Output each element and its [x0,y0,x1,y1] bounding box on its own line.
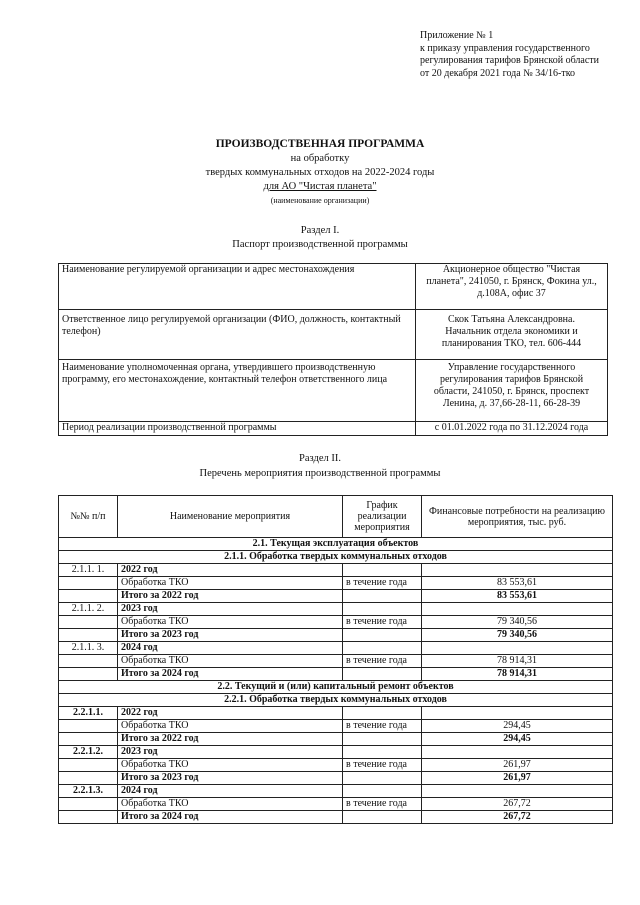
value-line: д.108А, офис 37 [477,288,546,299]
table-row [59,642,613,655]
total-label: Итого за 2024 год [118,668,343,681]
table-row [59,264,608,310]
group-subtitle: 2.1.1. Обработка твердых коммунальных отходов [59,551,613,564]
page-subtitle: на обработку [290,153,350,164]
value-line: Ленина, д. 37,66-28-11, 66-28-39 [442,398,581,409]
table-row [59,564,613,577]
amount: 78 914,31 [422,655,613,668]
schedule: в течение года [343,655,422,668]
amount: 83 553,61 [422,577,613,590]
passport-label: Период реализации производственной программы [59,422,416,436]
value-line: планирования ТКО, тел. 606-444 [441,338,582,349]
amount: 261,97 [422,759,613,772]
activity-name: Обработка ТКО [118,577,343,590]
page-subtitle: твердых коммунальных отходов на 2022-2024 годы [205,167,435,178]
passport-label: Ответственное лицо регулируемой организации (ФИО, должность, контактный телефон) [59,310,416,360]
appendix-line: от 20 декабря 2021 года № 34/16-тко [420,67,576,79]
activity-name: Обработка ТКО [118,759,343,772]
table-row [59,668,613,681]
total-amount: 79 340,56 [422,629,613,642]
organization-name: для АО "Чистая планета" [263,181,377,192]
passport-value [416,310,608,360]
table-row [59,798,613,811]
activity-name: Обработка ТКО [118,720,343,733]
table-row [59,422,608,436]
schedule: в течение года [343,798,422,811]
activity-name: Обработка ТКО [118,798,343,811]
row-number: 2.1.1. 1. [59,564,118,577]
table-row [59,310,608,360]
passport-value: с 01.01.2022 года по 31.12.2024 года [416,422,608,436]
section2-title: Раздел II. [299,453,341,464]
total-amount: 294,45 [422,733,613,746]
table-header-row [59,496,613,538]
table-row [59,811,613,824]
schedule: в течение года [343,577,422,590]
table-row [59,616,613,629]
total-amount: 261,97 [422,772,613,785]
appendix-line: Приложение № 1 [420,30,494,41]
group-title: 2.1. Текущая эксплуатация объектов [59,538,613,551]
group-row [59,551,613,564]
row-number: 2.2.1.2. [59,746,118,759]
value-line: области, 241050, г. Брянск, проспект [433,386,590,397]
value-line: Начальник отдела экономики и [445,326,578,337]
value-line: Скок Татьяна Александровна. [448,314,575,325]
table-row [59,772,613,785]
table-row [59,655,613,668]
appendix-block [420,30,599,80]
table-row [59,707,613,720]
activity-name: Обработка ТКО [118,655,343,668]
table-row [59,746,613,759]
row-number: 2.1.1. 3. [59,642,118,655]
table-row [59,577,613,590]
organization-caption: (наименование организации) [270,196,370,205]
group-title: 2.2. Текущий и (или) капитальный ремонт объектов [59,681,613,694]
row-number: 2.2.1.1. [59,707,118,720]
total-amount: 267,72 [422,811,613,824]
table-row [59,720,613,733]
row-number: 2.1.1. 2. [59,603,118,616]
table-row [59,733,613,746]
schedule: в течение года [343,720,422,733]
value-line: регулирования тарифов Брянской [439,374,584,385]
passport-value [416,360,608,422]
amount: 267,72 [422,798,613,811]
table-row [59,785,613,798]
column-header: Наименование мероприятия [118,496,343,538]
year-label: 2023 год [118,603,343,616]
value-line: Акционерное общество "Чистая [442,264,581,275]
passport-table [58,263,608,436]
column-header: График реализации мероприятия [343,496,422,538]
column-header: №№ п/п [59,496,118,538]
schedule: в течение года [343,616,422,629]
total-amount: 78 914,31 [422,668,613,681]
passport-value [416,264,608,310]
year-label: 2024 год [118,642,343,655]
year-label: 2023 год [118,746,343,759]
value-line: Управление государственного [447,362,576,373]
value-line: планета", 241050, г. Брянск, Фокина ул., [426,276,597,287]
passport-label: Наименование регулируемой организации и адрес местонахождения [59,264,416,310]
table-row [59,759,613,772]
table-row [59,590,613,603]
group-row [59,694,613,707]
group-row [59,538,613,551]
table-row [59,360,608,422]
amount: 294,45 [422,720,613,733]
year-label: 2022 год [118,564,343,577]
activity-name: Обработка ТКО [118,616,343,629]
appendix-line: к приказу управления государственного [420,42,590,54]
passport-label: Наименование уполномоченная органа, утвердившего производственную программу, его местонахождение, контактный телефон ответственного лица [59,360,416,422]
amount: 79 340,56 [422,616,613,629]
total-label: Итого за 2023 год [118,772,343,785]
page-title: ПРОИЗВОДСТВЕННАЯ ПРОГРАММА [215,138,425,150]
total-label: Итого за 2022 год [118,733,343,746]
year-label: 2024 год [118,785,343,798]
section1-subtitle: Паспорт производственной программы [232,239,408,250]
schedule: в течение года [343,759,422,772]
row-number: 2.2.1.3. [59,785,118,798]
section1-title: Раздел I. [300,225,340,236]
total-label: Итого за 2023 год [118,629,343,642]
section2-subtitle: Перечень мероприятия производственной программы [199,468,441,479]
activities-table [58,495,613,824]
group-subtitle: 2.2.1. Обработка твердых коммунальных отходов [59,694,613,707]
table-row [59,629,613,642]
group-row [59,681,613,694]
total-amount: 83 553,61 [422,590,613,603]
total-label: Итого за 2024 год [118,811,343,824]
total-label: Итого за 2022 год [118,590,343,603]
column-header: Финансовые потребности на реализацию мероприятия, тыс. руб. [422,496,613,538]
table-row [59,603,613,616]
appendix-line: регулирования тарифов Брянской области [420,55,600,66]
year-label: 2022 год [118,707,343,720]
